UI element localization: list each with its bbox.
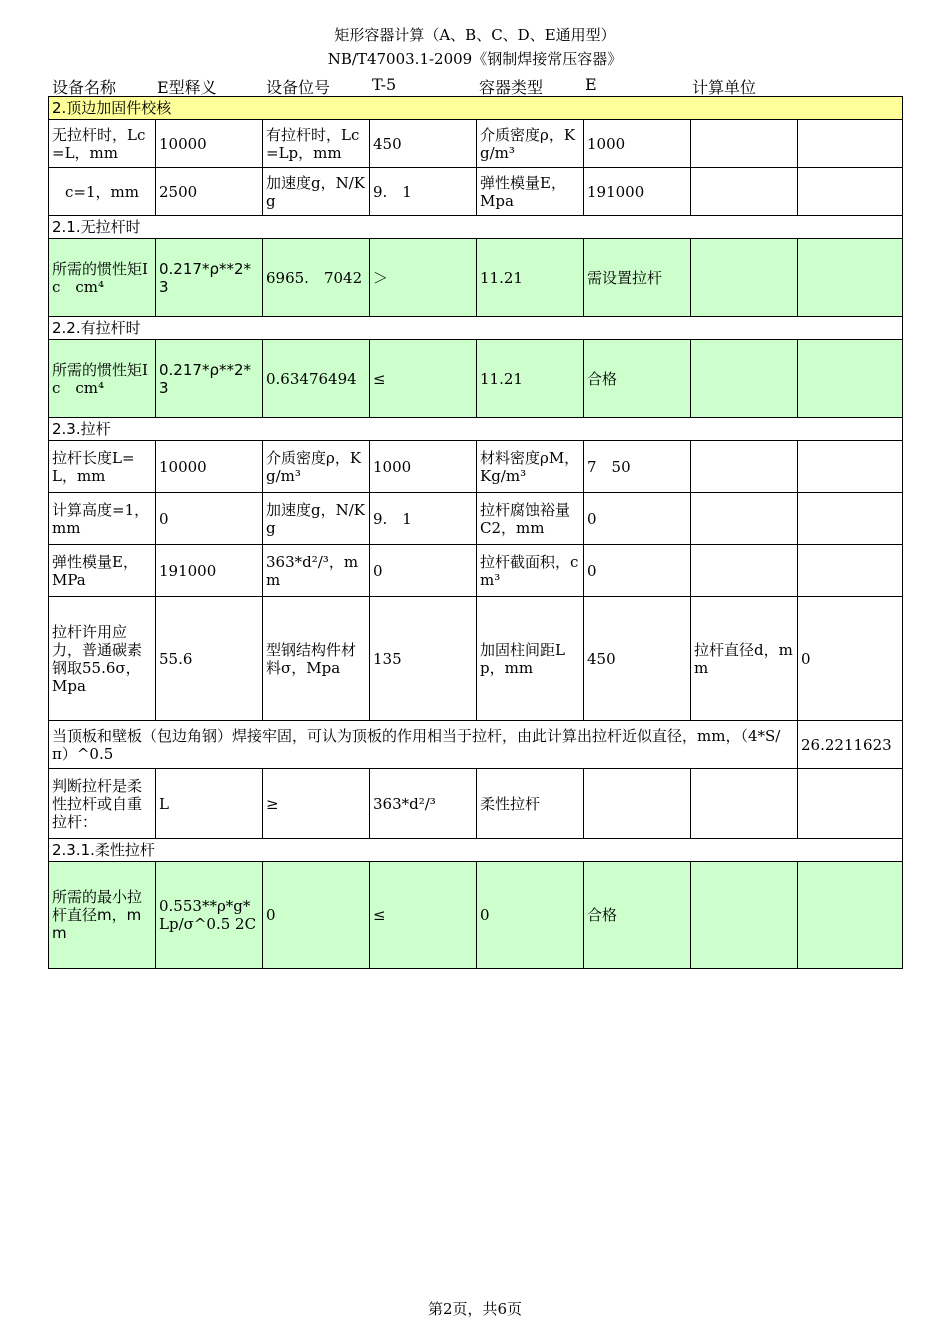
cell-label: 加速度g，N/Kg bbox=[263, 493, 370, 545]
equipment-tag-value: T-5 bbox=[372, 75, 397, 94]
cell-value: 11.21 bbox=[477, 239, 584, 317]
cell-label: 拉杆许用应力，普通碳素钢取55.6σ，Mpa bbox=[49, 597, 156, 721]
cell-label: 加固柱间距Lp，mm bbox=[477, 597, 584, 721]
cell-compare: ≤ bbox=[370, 340, 477, 418]
cell-label: 判断拉杆是柔性拉杆或自重拉杆： bbox=[49, 769, 156, 839]
cell-empty bbox=[798, 239, 903, 317]
cell-label: 型钢结构件材料σ，Mpa bbox=[263, 597, 370, 721]
cell-value: 0 bbox=[263, 862, 370, 969]
cell-value: 1000 bbox=[370, 441, 477, 493]
table-row bbox=[49, 721, 903, 769]
cell-value: 450 bbox=[584, 597, 691, 721]
equipment-name-label: 设备名称 bbox=[52, 78, 117, 97]
table-row bbox=[49, 545, 903, 597]
section-2-3-title: 2.3.拉杆 bbox=[49, 418, 903, 441]
cell-result: 合格 bbox=[584, 340, 691, 418]
cell-label: 弹性模量E，Mpa bbox=[477, 168, 584, 216]
cell-result: 需设置拉杆 bbox=[584, 239, 691, 317]
cell-value: 9. 1 bbox=[370, 493, 477, 545]
cell-label: 有拉杆时，Lc=Lp，mm bbox=[263, 120, 370, 168]
table-row bbox=[49, 120, 903, 168]
cell-label: c=1，mm bbox=[49, 168, 156, 216]
section-2-title: 2.顶边加固件校核 bbox=[49, 97, 903, 120]
cell-empty bbox=[691, 239, 798, 317]
cell-label: 拉杆截面积，cm³ bbox=[477, 545, 584, 597]
section-2-1-title: 2.1.无拉杆时 bbox=[49, 216, 903, 239]
cell-label: 计算高度=1，mm bbox=[49, 493, 156, 545]
cell-value: 26.2211623 bbox=[798, 721, 903, 769]
cell-empty bbox=[584, 769, 691, 839]
section-header-row bbox=[49, 317, 903, 340]
container-type-value: E bbox=[585, 75, 597, 94]
table-row bbox=[49, 597, 903, 721]
table-row bbox=[49, 441, 903, 493]
cell-empty bbox=[691, 340, 798, 418]
cell-label: 所需的惯性矩Ic cm⁴ bbox=[49, 239, 156, 317]
page-number: 第2页，共6页 bbox=[427, 1300, 523, 1318]
cell-label: 所需的最小拉杆直径m，mm bbox=[49, 862, 156, 969]
cell-compare: ≥ bbox=[263, 769, 370, 839]
cell-label: 所需的惯性矩Ic cm⁴ bbox=[49, 340, 156, 418]
cell-empty bbox=[691, 862, 798, 969]
cell-value: 0 bbox=[370, 545, 477, 597]
table-row bbox=[49, 340, 903, 418]
table-row bbox=[49, 239, 903, 317]
cell-compare: ＞ bbox=[370, 239, 477, 317]
cell-empty bbox=[798, 340, 903, 418]
cell-value: 55.6 bbox=[156, 597, 263, 721]
cell-empty bbox=[798, 441, 903, 493]
section-header-row bbox=[49, 839, 903, 862]
cell-value: 6965. 7042 bbox=[263, 239, 370, 317]
cell-empty bbox=[798, 769, 903, 839]
cell-empty bbox=[691, 493, 798, 545]
container-type-label: 容器类型 bbox=[479, 78, 544, 97]
table-row bbox=[49, 769, 903, 839]
cell-formula: 0.217*ρ**2*3 bbox=[156, 340, 263, 418]
cell-label: 加速度g，N/Kg bbox=[263, 168, 370, 216]
cell-empty bbox=[798, 493, 903, 545]
section-2-3-1-title: 2.3.1.柔性拉杆 bbox=[49, 839, 903, 862]
cell-value: 0 bbox=[584, 493, 691, 545]
table-row bbox=[49, 493, 903, 545]
cell-formula: 0.553**ρ*g*Lp/σ^0.5 2C bbox=[156, 862, 263, 969]
cell-empty bbox=[798, 862, 903, 969]
table-row bbox=[49, 862, 903, 969]
cell-empty bbox=[691, 545, 798, 597]
cell-value: 11.21 bbox=[477, 340, 584, 418]
cell-compare: ≤ bbox=[370, 862, 477, 969]
section-header-row bbox=[49, 418, 903, 441]
cell-empty bbox=[798, 168, 903, 216]
cell-empty bbox=[691, 120, 798, 168]
cell-empty bbox=[691, 441, 798, 493]
cell-value: 0 bbox=[156, 493, 263, 545]
cell-label: 拉杆腐蚀裕量C2，mm bbox=[477, 493, 584, 545]
section-header-row bbox=[49, 97, 903, 120]
document-title: 矩形容器计算（A、B、C、D、E通用型） bbox=[334, 26, 616, 44]
cell-value: 9. 1 bbox=[370, 168, 477, 216]
cell-label: 363*d²/³，mm bbox=[263, 545, 370, 597]
header-row bbox=[52, 75, 902, 95]
cell-note: 当顶板和壁板（包边角钢）焊接牢固，可认为顶板的作用相当于拉杆，由此计算出拉杆近似直径，mm，（4*S/π）^0.5 bbox=[49, 721, 798, 769]
cell-label: 材料密度ρM，Kg/m³ bbox=[477, 441, 584, 493]
cell-value: 0 bbox=[584, 545, 691, 597]
cell-value: 191000 bbox=[584, 168, 691, 216]
cell-empty bbox=[691, 769, 798, 839]
cell-result: 合格 bbox=[584, 862, 691, 969]
cell-label: 弹性模量E，MPa bbox=[49, 545, 156, 597]
equipment-name-value: E型释义 bbox=[157, 78, 217, 97]
cell-label: 拉杆长度L=L，mm bbox=[49, 441, 156, 493]
cell-label: 介质密度ρ，Kg/m³ bbox=[263, 441, 370, 493]
cell-value: 7 50 bbox=[584, 441, 691, 493]
cell-empty bbox=[798, 120, 903, 168]
cell-label: 无拉杆时，Lc=L，mm bbox=[49, 120, 156, 168]
cell-value: 363*d²/³ bbox=[370, 769, 477, 839]
cell-value: 10000 bbox=[156, 120, 263, 168]
cell-value: 135 bbox=[370, 597, 477, 721]
cell-label: 拉杆直径d，mm bbox=[691, 597, 798, 721]
cell-empty bbox=[691, 168, 798, 216]
cell-value: 191000 bbox=[156, 545, 263, 597]
table-row bbox=[49, 168, 903, 216]
cell-value: 1000 bbox=[584, 120, 691, 168]
standard-title: NB/T47003.1-2009《钢制焊接常压容器》 bbox=[327, 50, 623, 68]
section-header-row bbox=[49, 216, 903, 239]
cell-value: 0 bbox=[477, 862, 584, 969]
cell-value: 2500 bbox=[156, 168, 263, 216]
cell-value: L bbox=[156, 769, 263, 839]
cell-result: 柔性拉杆 bbox=[477, 769, 584, 839]
section-2-2-title: 2.2.有拉杆时 bbox=[49, 317, 903, 340]
cell-value: 0.63476494 bbox=[263, 340, 370, 418]
cell-value: 10000 bbox=[156, 441, 263, 493]
equipment-tag-label: 设备位号 bbox=[266, 78, 331, 97]
calc-unit-label: 计算单位 bbox=[692, 78, 757, 97]
cell-value: 0 bbox=[798, 597, 903, 721]
calculation-sheet bbox=[48, 96, 903, 969]
cell-label: 介质密度ρ，Kg/m³ bbox=[477, 120, 584, 168]
cell-formula: 0.217*ρ**2*3 bbox=[156, 239, 263, 317]
cell-value: 450 bbox=[370, 120, 477, 168]
cell-empty bbox=[798, 545, 903, 597]
